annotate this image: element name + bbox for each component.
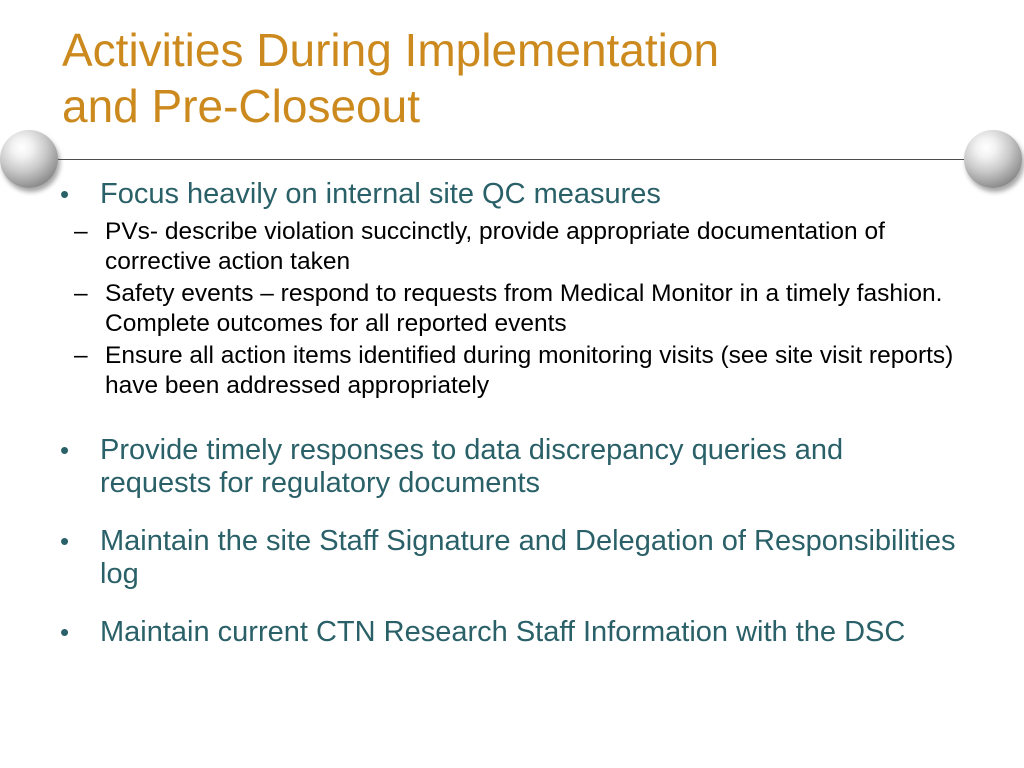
sub-bullet-list xyxy=(60,217,960,400)
bullet-text: Provide timely responses to data discrepancy queries and requests for regulatory documents xyxy=(100,434,844,499)
sub-bullet-item xyxy=(60,217,960,276)
dash-icon: – xyxy=(74,342,88,369)
sub-bullet-text: Safety events – respond to requests from Medical Monitor in a timely fashion. Complete outcomes for all reported events xyxy=(105,280,943,337)
bullet-icon: • xyxy=(60,526,70,556)
bullet-icon: • xyxy=(60,179,70,209)
sub-bullet-text: PVs- describe violation succinctly, provide appropriate documentation of corrective action taken xyxy=(105,218,885,275)
bullet-text: Maintain the site Staff Signature and Delegation of Responsibilities log xyxy=(100,525,956,590)
title-divider xyxy=(58,159,964,160)
slide-title xyxy=(62,22,962,134)
dash-icon: – xyxy=(74,280,88,307)
decorative-sphere-left xyxy=(0,130,58,188)
bullet-item xyxy=(60,434,960,500)
slide-title-line-2: and Pre-Closeout xyxy=(62,80,420,132)
bullet-text: Focus heavily on internal site QC measures xyxy=(100,178,661,210)
sub-bullet-item xyxy=(60,341,960,400)
bullet-item xyxy=(60,525,960,591)
bullet-item xyxy=(60,178,960,211)
sub-bullet-item xyxy=(60,279,960,338)
sub-bullet-text: Ensure all action items identified during monitoring visits (see site visit reports) have been addressed appropriately xyxy=(105,342,954,399)
bullet-list xyxy=(60,178,960,649)
bullet-item xyxy=(60,616,960,649)
bullet-icon: • xyxy=(60,435,70,465)
decorative-sphere-right xyxy=(964,130,1022,188)
slide-title-line-1: Activities During Implementation xyxy=(62,24,720,76)
bullet-text: Maintain current CTN Research Staff Information with the DSC xyxy=(100,616,906,648)
dash-icon: – xyxy=(74,218,88,245)
bullet-icon: • xyxy=(60,617,70,647)
